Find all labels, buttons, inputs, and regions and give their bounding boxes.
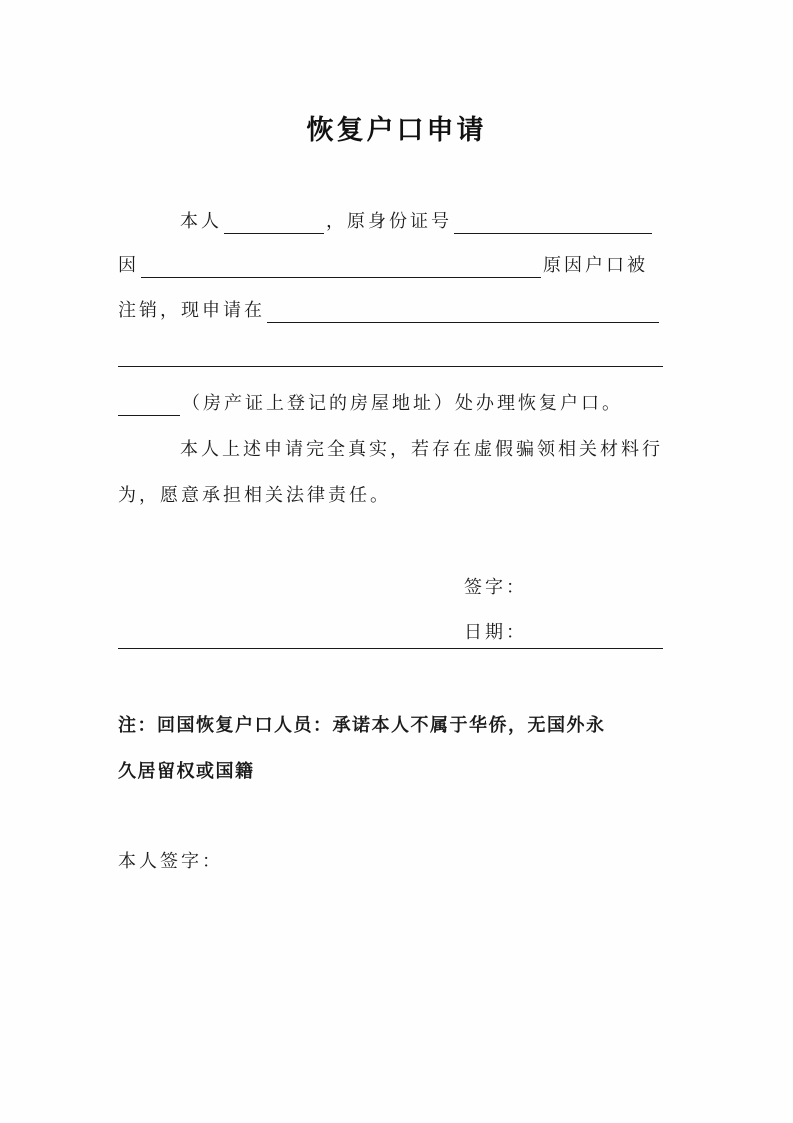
document-title: 恢复户口申请 (306, 115, 487, 146)
address-field-1[interactable] (267, 300, 659, 323)
address-field-2[interactable] (118, 344, 663, 367)
declaration-line-1: 本人上述申请完全真实，若存在虚假骗领相关材料行 (180, 439, 663, 460)
address-prefix: 注销，现申请在 (118, 300, 265, 321)
reason-prefix: 因 (118, 255, 139, 276)
declaration-line-2: 为，愿意承担相关法律责任。 (118, 485, 391, 506)
date-label: 日期： (464, 622, 527, 643)
signature-label: 签字： (464, 577, 527, 598)
name-id-line (180, 210, 654, 234)
address-note-line (118, 392, 623, 416)
address-note: （房产证上登记的房屋地址）处办理恢复户口。 (182, 393, 623, 414)
note-line-2: 久居留权或国籍 (118, 761, 255, 782)
signature-divider (118, 626, 663, 649)
reason-line (118, 254, 648, 278)
reason-field[interactable] (141, 255, 541, 278)
address-line (118, 299, 661, 323)
self-label: 本人 (180, 211, 222, 232)
name-field[interactable] (224, 211, 324, 234)
id-number-label: ，原身份证号 (326, 211, 452, 232)
id-number-field[interactable] (454, 211, 652, 234)
note-line-1: 注：回国恢复户口人员：承诺本人不属于华侨，无国外永 (118, 715, 606, 736)
address-field-3[interactable] (118, 393, 180, 416)
reason-suffix: 原因户口被 (543, 255, 648, 276)
self-signature-label: 本人签字： (118, 851, 223, 872)
